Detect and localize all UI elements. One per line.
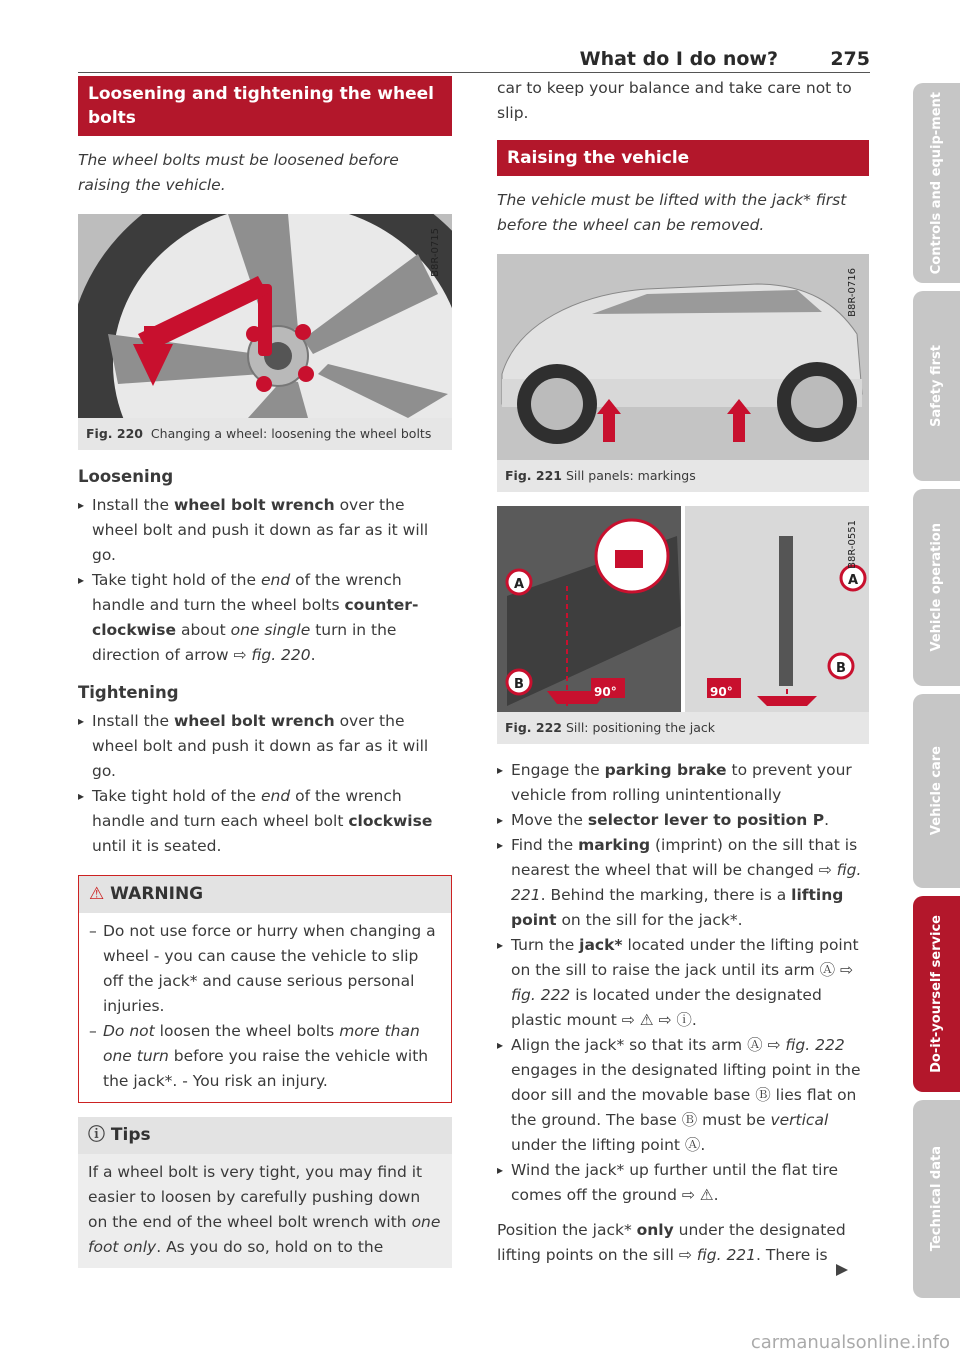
watermark: carmanualsonline.info xyxy=(750,1332,950,1353)
tab-controls[interactable]: Controls and equip-ment xyxy=(913,83,960,283)
marker-a: A xyxy=(848,573,859,588)
tightening-heading: Tightening xyxy=(78,683,179,702)
right-column xyxy=(497,76,869,1268)
list-item: ▸ Align the jack* so that its arm Ⓐ ⇨ fig. 222 engages in the designated lifting point in the door sill and the movable base Ⓑ lies flat on the ground. The base Ⓑ must be vertical under the lifting point Ⓐ. xyxy=(497,1033,869,1158)
warning-box xyxy=(78,875,452,1103)
tips-header: ⓘ Tips xyxy=(78,1117,452,1154)
angle-label: 90° xyxy=(594,685,617,699)
list-item: ▸ Install the wheel bolt wrench over the wheel bolt and push it down as far as it will go. xyxy=(78,709,452,784)
figure-220-caption: Fig. 220 Changing a wheel: loosening the wheel bolts xyxy=(78,418,452,450)
figure-link[interactable]: ⇨ fig. 222 xyxy=(511,961,854,1004)
header-title: What do I do now? xyxy=(579,48,778,70)
info-icon: ⓘ xyxy=(88,1125,105,1145)
figure-221-image xyxy=(497,254,869,460)
section-title-raising: Raising the vehicle xyxy=(497,140,869,176)
figure-221-caption: Fig. 221 Sill panels: markings xyxy=(497,460,869,492)
figure-link[interactable]: ⇨ fig. 222 xyxy=(762,1036,845,1054)
tab-do-it-yourself[interactable]: Do-it-yourself service xyxy=(913,896,960,1092)
figure-code: B8R-0551 xyxy=(847,520,858,569)
figure-220-image xyxy=(78,214,452,418)
left-column xyxy=(78,76,452,1268)
car-side-illustration xyxy=(497,254,869,460)
tab-safety[interactable]: Safety first xyxy=(913,291,960,481)
figure-link[interactable]: ⇨ fig. 221 xyxy=(678,1246,757,1264)
list-item: ▸ Wind the jack* up further until the flat tire comes off the ground ⇨ ⚠. xyxy=(497,1158,869,1208)
list-item: ▸ Engage the parking brake to prevent your vehicle from rolling unintentionally xyxy=(497,758,869,808)
continue-arrow-icon xyxy=(836,1264,848,1276)
figure-link[interactable]: ⇨ fig. 221 xyxy=(511,861,862,904)
intro-text: The vehicle must be lifted with the jack* first before the wheel can be removed. xyxy=(497,191,847,234)
jack-positioning-illustration xyxy=(497,506,869,712)
tips-body: If a wheel bolt is very tight, you may find it easier to loosen by carefully pushing down on the end of the wheel bolt wrench with one foot only. As you do so, hold on to the xyxy=(78,1154,452,1268)
section-title-wheel-bolts: Loosening and tightening the wheel bolts xyxy=(78,76,452,136)
tab-vehicle-care[interactable]: Vehicle care xyxy=(913,694,960,888)
continued-text: car to keep your balance and take care not to slip. xyxy=(497,79,852,122)
figure-link[interactable]: ⇨ fig. 220 xyxy=(233,646,311,664)
final-paragraph: Position the jack* only under the designated lifting points on the sill ⇨ fig. 221. There is xyxy=(497,1221,846,1264)
warning-triangle-icon: ⚠ xyxy=(89,884,105,904)
marker-b: B xyxy=(514,677,524,692)
list-item: ▸ Move the selector lever to position P. xyxy=(497,808,869,833)
loosening-heading: Loosening xyxy=(78,467,174,486)
list-item: ▸ Turn the jack* located under the lifting point on the sill to raise the jack until its arm Ⓐ ⇨ fig. 222 is located under the designated plastic mount ⇨ ⚠ ⇨ ⓘ. xyxy=(497,933,869,1033)
list-item: ▸ Take tight hold of the end of the wrench handle and turn each wheel bolt clockwise until it is seated. xyxy=(78,784,452,859)
wheel-illustration xyxy=(78,214,452,418)
figure-code: B8R-0716 xyxy=(847,268,858,317)
intro-text: The wheel bolts must be loosened before raising the vehicle. xyxy=(78,151,399,194)
figure-222-caption: Fig. 222 Sill: positioning the jack xyxy=(497,712,869,744)
marker-a: A xyxy=(514,577,525,592)
list-item: – Do not use force or hurry when changing a wheel - you can cause the vehicle to slip off the jack* and cause serious personal injuries. xyxy=(89,919,441,1019)
figure-222-image xyxy=(497,506,869,712)
figure-code: B8R-0715 xyxy=(430,228,441,277)
page-header xyxy=(78,46,870,73)
list-item: ▸ Find the marking (imprint) on the sill that is nearest the wheel that will be changed ⇨ fig. 221. Behind the marking, there is a lifting point on the sill for the jack*. xyxy=(497,833,869,933)
list-item: – Do not loosen the wheel bolts more than one turn before you raise the vehicle with the jack*. - You risk an injury. xyxy=(89,1019,441,1094)
marker-b: B xyxy=(836,661,846,676)
page-number: 275 xyxy=(830,48,870,70)
tab-vehicle-operation[interactable]: Vehicle operation xyxy=(913,489,960,686)
warning-header: ⚠ WARNING xyxy=(79,876,451,913)
list-item: ▸ Install the wheel bolt wrench over the wheel bolt and push it down as far as it will go. xyxy=(78,493,452,568)
angle-label: 90° xyxy=(710,685,733,699)
list-item: ▸ Take tight hold of the end of the wrench handle and turn the wheel bolts counter-clockwise about one single turn in the direction of arrow ⇨ fig. 220. xyxy=(78,568,452,668)
tab-technical-data[interactable]: Technical data xyxy=(913,1100,960,1298)
tips-box xyxy=(78,1117,452,1268)
